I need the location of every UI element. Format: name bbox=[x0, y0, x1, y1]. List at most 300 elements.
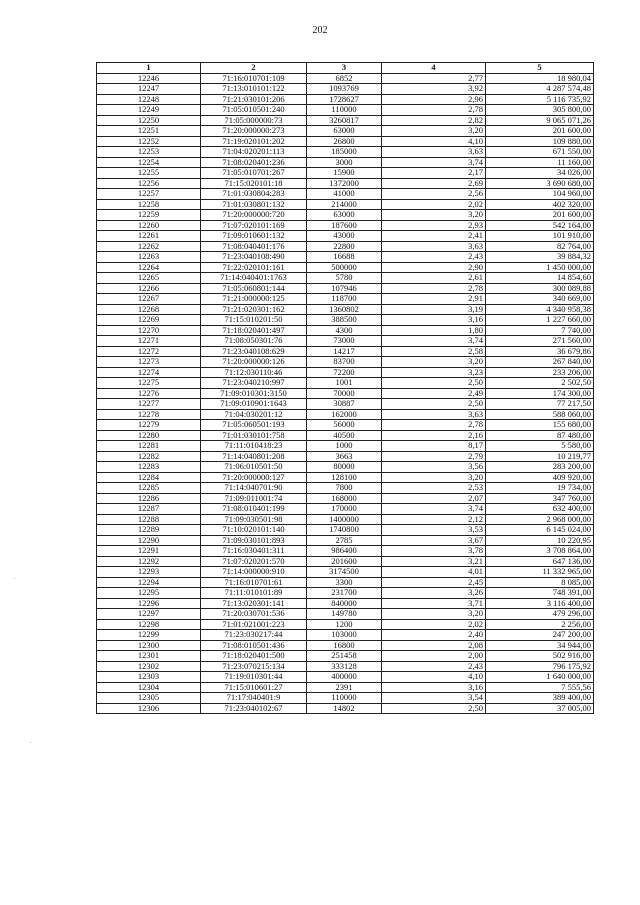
rate-cell: 3,20 bbox=[382, 357, 486, 368]
value-cell: 283 200,00 bbox=[486, 462, 594, 473]
row-number-cell: 12256 bbox=[97, 178, 201, 189]
area-cell: 840000 bbox=[307, 598, 382, 609]
table-row bbox=[97, 556, 594, 567]
area-cell: 5780 bbox=[307, 273, 382, 284]
cadastral-number-cell: 71:08:010401:199 bbox=[201, 504, 307, 515]
area-cell: 14802 bbox=[307, 703, 382, 714]
rate-cell: 2,02 bbox=[382, 619, 486, 630]
rate-cell: 2,78 bbox=[382, 105, 486, 116]
table-row bbox=[97, 409, 594, 420]
area-cell: 500000 bbox=[307, 262, 382, 273]
cadastral-number-cell: 71:21:020301:162 bbox=[201, 304, 307, 315]
table-row bbox=[97, 598, 594, 609]
row-number-cell: 12257 bbox=[97, 189, 201, 200]
cadastral-number-cell: 71:18:020401:500 bbox=[201, 651, 307, 662]
rate-cell: 2,69 bbox=[382, 178, 486, 189]
cadastral-number-cell: 71:08:050301:76 bbox=[201, 336, 307, 347]
column-header-5: 5 bbox=[486, 63, 594, 74]
row-number-cell: 12268 bbox=[97, 304, 201, 315]
cadastral-number-cell: 71:23:040108:490 bbox=[201, 252, 307, 263]
rate-cell: 2,79 bbox=[382, 451, 486, 462]
value-cell: 300 089,88 bbox=[486, 283, 594, 294]
cadastral-number-cell: 71:16:010701:61 bbox=[201, 577, 307, 588]
area-cell: 201600 bbox=[307, 556, 382, 567]
row-number-cell: 12296 bbox=[97, 598, 201, 609]
cadastral-number-cell: 71:09:030501:98 bbox=[201, 514, 307, 525]
rate-cell: 4,01 bbox=[382, 567, 486, 578]
cadastral-number-cell: 71:09:010901:1643 bbox=[201, 399, 307, 410]
row-number-cell: 12304 bbox=[97, 682, 201, 693]
area-cell: 187600 bbox=[307, 220, 382, 231]
row-number-cell: 12269 bbox=[97, 315, 201, 326]
cadastral-number-cell: 71:14:040701:90 bbox=[201, 483, 307, 494]
table-row bbox=[97, 504, 594, 515]
area-cell: 388500 bbox=[307, 315, 382, 326]
table-row bbox=[97, 619, 594, 630]
table-row bbox=[97, 262, 594, 273]
rate-cell: 2,43 bbox=[382, 252, 486, 263]
table-row bbox=[97, 94, 594, 105]
rate-cell: 2,49 bbox=[382, 388, 486, 399]
cadastral-number-cell: 71:23:040108:629 bbox=[201, 346, 307, 357]
cadastral-number-cell: 71:14:000000:910 bbox=[201, 567, 307, 578]
cadastral-number-cell: 71:01:030101:758 bbox=[201, 430, 307, 441]
rate-cell: 3,23 bbox=[382, 367, 486, 378]
scan-speck bbox=[14, 578, 15, 579]
row-number-cell: 12289 bbox=[97, 525, 201, 536]
row-number-cell: 12284 bbox=[97, 472, 201, 483]
row-number-cell: 12278 bbox=[97, 409, 201, 420]
row-number-cell: 12294 bbox=[97, 577, 201, 588]
table-row bbox=[97, 693, 594, 704]
table-row bbox=[97, 640, 594, 651]
cadastral-number-cell: 71:07:020201:570 bbox=[201, 556, 307, 567]
rate-cell: 2,61 bbox=[382, 273, 486, 284]
rate-cell: 2,08 bbox=[382, 640, 486, 651]
table-row bbox=[97, 430, 594, 441]
rate-cell: 3,20 bbox=[382, 472, 486, 483]
rate-cell: 2,12 bbox=[382, 514, 486, 525]
value-cell: 101 910,00 bbox=[486, 231, 594, 242]
row-number-cell: 12260 bbox=[97, 220, 201, 231]
row-number-cell: 12259 bbox=[97, 210, 201, 221]
value-cell: 588 060,00 bbox=[486, 409, 594, 420]
table-row bbox=[97, 189, 594, 200]
cadastral-number-cell: 71:15:010601:27 bbox=[201, 682, 307, 693]
area-cell: 72200 bbox=[307, 367, 382, 378]
rate-cell: 3,20 bbox=[382, 609, 486, 620]
rate-cell: 2,07 bbox=[382, 493, 486, 504]
row-number-cell: 12295 bbox=[97, 588, 201, 599]
table-row bbox=[97, 514, 594, 525]
rate-cell: 2,43 bbox=[382, 661, 486, 672]
rate-cell: 2,96 bbox=[382, 94, 486, 105]
rate-cell: 2,45 bbox=[382, 577, 486, 588]
value-cell: 14 854,60 bbox=[486, 273, 594, 284]
value-cell: 542 164,00 bbox=[486, 220, 594, 231]
table-row bbox=[97, 126, 594, 137]
cadastral-number-cell: 71:05:000000:73 bbox=[201, 115, 307, 126]
rate-cell: 3,20 bbox=[382, 210, 486, 221]
table-row bbox=[97, 210, 594, 221]
cadastral-number-cell: 71:04:020201:113 bbox=[201, 147, 307, 158]
table-row bbox=[97, 325, 594, 336]
area-cell: 170000 bbox=[307, 504, 382, 515]
rate-cell: 3,21 bbox=[382, 556, 486, 567]
row-number-cell: 12271 bbox=[97, 336, 201, 347]
row-number-cell: 12276 bbox=[97, 388, 201, 399]
cadastral-number-cell: 71:04:030201:12 bbox=[201, 409, 307, 420]
area-cell: 80000 bbox=[307, 462, 382, 473]
header-row bbox=[97, 63, 594, 74]
table-row bbox=[97, 136, 594, 147]
page-number: 202 bbox=[312, 25, 328, 36]
rate-cell: 3,67 bbox=[382, 535, 486, 546]
table-row bbox=[97, 357, 594, 368]
cadastral-number-cell: 71:05:060501:193 bbox=[201, 420, 307, 431]
value-cell: 479 296,00 bbox=[486, 609, 594, 620]
cadastral-number-cell: 71:08:040401:176 bbox=[201, 241, 307, 252]
value-cell: 8 085,00 bbox=[486, 577, 594, 588]
rate-cell: 3,26 bbox=[382, 588, 486, 599]
value-cell: 36 679,86 bbox=[486, 346, 594, 357]
value-cell: 7 740,00 bbox=[486, 325, 594, 336]
value-cell: 305 800,00 bbox=[486, 105, 594, 116]
value-cell: 267 840,00 bbox=[486, 357, 594, 368]
cadastral-number-cell: 71:09:010301:3150 bbox=[201, 388, 307, 399]
cadastral-number-cell: 71:15:010201:50 bbox=[201, 315, 307, 326]
cadastral-number-cell: 71:01:030801:132 bbox=[201, 199, 307, 210]
rate-cell: 3,63 bbox=[382, 409, 486, 420]
cadastral-number-cell: 71:20:000000:126 bbox=[201, 357, 307, 368]
column-header-4: 4 bbox=[382, 63, 486, 74]
scan-speck bbox=[30, 742, 31, 743]
value-cell: 796 175,92 bbox=[486, 661, 594, 672]
cadastral-number-cell: 71:09:010601:132 bbox=[201, 231, 307, 242]
rate-cell: 3,16 bbox=[382, 315, 486, 326]
value-cell: 18 980,04 bbox=[486, 73, 594, 84]
area-cell: 1360802 bbox=[307, 304, 382, 315]
value-cell: 201 600,00 bbox=[486, 126, 594, 137]
area-cell: 63000 bbox=[307, 210, 382, 221]
cadastral-number-cell: 71:07:020101:169 bbox=[201, 220, 307, 231]
area-cell: 14217 bbox=[307, 346, 382, 357]
area-cell: 128100 bbox=[307, 472, 382, 483]
row-number-cell: 12301 bbox=[97, 651, 201, 662]
column-header-1: 1 bbox=[97, 63, 201, 74]
rate-cell: 2,82 bbox=[382, 115, 486, 126]
rate-cell: 2,58 bbox=[382, 346, 486, 357]
row-number-cell: 12275 bbox=[97, 378, 201, 389]
value-cell: 632 400,00 bbox=[486, 504, 594, 515]
rate-cell: 3,16 bbox=[382, 682, 486, 693]
row-number-cell: 12246 bbox=[97, 73, 201, 84]
cadastral-number-cell: 71:12:030110:46 bbox=[201, 367, 307, 378]
table-row bbox=[97, 630, 594, 641]
table-body bbox=[97, 73, 594, 714]
value-cell: 34 944,00 bbox=[486, 640, 594, 651]
row-number-cell: 12273 bbox=[97, 357, 201, 368]
value-cell: 2 502,50 bbox=[486, 378, 594, 389]
row-number-cell: 12261 bbox=[97, 231, 201, 242]
row-number-cell: 12277 bbox=[97, 399, 201, 410]
rate-cell: 2,56 bbox=[382, 189, 486, 200]
row-number-cell: 12254 bbox=[97, 157, 201, 168]
row-number-cell: 12249 bbox=[97, 105, 201, 116]
row-number-cell: 12302 bbox=[97, 661, 201, 672]
table-row bbox=[97, 525, 594, 536]
table-row bbox=[97, 304, 594, 315]
table-row bbox=[97, 73, 594, 84]
cadastral-number-cell: 71:16:030401:311 bbox=[201, 546, 307, 557]
table-row bbox=[97, 588, 594, 599]
area-cell: 63000 bbox=[307, 126, 382, 137]
value-cell: 233 206,00 bbox=[486, 367, 594, 378]
table-row bbox=[97, 336, 594, 347]
cadastral-number-cell: 71:20:000000:273 bbox=[201, 126, 307, 137]
area-cell: 3663 bbox=[307, 451, 382, 462]
value-cell: 389 400,00 bbox=[486, 693, 594, 704]
rate-cell: 2,40 bbox=[382, 630, 486, 641]
cadastral-number-cell: 71:01:021001:223 bbox=[201, 619, 307, 630]
table-row bbox=[97, 535, 594, 546]
row-number-cell: 12274 bbox=[97, 367, 201, 378]
cadastral-number-cell: 71:23:030217:44 bbox=[201, 630, 307, 641]
value-cell: 82 764,00 bbox=[486, 241, 594, 252]
cadastral-number-cell: 71:13:010101:122 bbox=[201, 84, 307, 95]
rate-cell: 3,74 bbox=[382, 157, 486, 168]
value-cell: 671 550,00 bbox=[486, 147, 594, 158]
value-cell: 104 960,00 bbox=[486, 189, 594, 200]
value-cell: 748 391,00 bbox=[486, 588, 594, 599]
rate-cell: 2,90 bbox=[382, 262, 486, 273]
area-cell: 41000 bbox=[307, 189, 382, 200]
value-cell: 1 640 000,00 bbox=[486, 672, 594, 683]
rate-cell: 2,78 bbox=[382, 283, 486, 294]
row-number-cell: 12248 bbox=[97, 94, 201, 105]
value-cell: 409 920,00 bbox=[486, 472, 594, 483]
area-cell: 103000 bbox=[307, 630, 382, 641]
row-number-cell: 12252 bbox=[97, 136, 201, 147]
area-cell: 16800 bbox=[307, 640, 382, 651]
value-cell: 5 580,00 bbox=[486, 441, 594, 452]
value-cell: 2 968 000,00 bbox=[486, 514, 594, 525]
cadastral-number-cell: 71:08:010501:436 bbox=[201, 640, 307, 651]
cadastral-number-cell: 71:17:040401:9 bbox=[201, 693, 307, 704]
rate-cell: 3,54 bbox=[382, 693, 486, 704]
area-cell: 1740800 bbox=[307, 525, 382, 536]
rate-cell: 3,78 bbox=[382, 546, 486, 557]
row-number-cell: 12298 bbox=[97, 619, 201, 630]
row-number-cell: 12306 bbox=[97, 703, 201, 714]
table-row bbox=[97, 294, 594, 305]
area-cell: 118700 bbox=[307, 294, 382, 305]
table-row bbox=[97, 220, 594, 231]
row-number-cell: 12283 bbox=[97, 462, 201, 473]
value-cell: 5 116 735,92 bbox=[486, 94, 594, 105]
area-cell: 15900 bbox=[307, 168, 382, 179]
table-row bbox=[97, 231, 594, 242]
table-row bbox=[97, 283, 594, 294]
row-number-cell: 12290 bbox=[97, 535, 201, 546]
rate-cell: 2,78 bbox=[382, 420, 486, 431]
area-cell: 7800 bbox=[307, 483, 382, 494]
value-cell: 109 880,00 bbox=[486, 136, 594, 147]
cadastral-number-cell: 71:22:020101:161 bbox=[201, 262, 307, 273]
rate-cell: 1,80 bbox=[382, 325, 486, 336]
cadastral-number-cell: 71:20:000000:720 bbox=[201, 210, 307, 221]
value-cell: 4 287 574,48 bbox=[486, 84, 594, 95]
area-cell: 107946 bbox=[307, 283, 382, 294]
table-row bbox=[97, 493, 594, 504]
rate-cell: 3,74 bbox=[382, 504, 486, 515]
table-row bbox=[97, 483, 594, 494]
value-cell: 201 600,00 bbox=[486, 210, 594, 221]
rate-cell: 2,93 bbox=[382, 220, 486, 231]
rate-cell: 2,91 bbox=[382, 294, 486, 305]
area-cell: 56000 bbox=[307, 420, 382, 431]
value-cell: 39 884,32 bbox=[486, 252, 594, 263]
row-number-cell: 12303 bbox=[97, 672, 201, 683]
row-number-cell: 12288 bbox=[97, 514, 201, 525]
cadastral-number-cell: 71:21:030101:206 bbox=[201, 94, 307, 105]
rate-cell: 3,63 bbox=[382, 241, 486, 252]
table-row bbox=[97, 115, 594, 126]
value-cell: 9 065 071,26 bbox=[486, 115, 594, 126]
row-number-cell: 12250 bbox=[97, 115, 201, 126]
value-cell: 77 217,50 bbox=[486, 399, 594, 410]
value-cell: 37 005,00 bbox=[486, 703, 594, 714]
value-cell: 647 136,00 bbox=[486, 556, 594, 567]
value-cell: 6 145 024,00 bbox=[486, 525, 594, 536]
table-row bbox=[97, 378, 594, 389]
area-cell: 1093769 bbox=[307, 84, 382, 95]
area-cell: 4300 bbox=[307, 325, 382, 336]
row-number-cell: 12305 bbox=[97, 693, 201, 704]
area-cell: 26800 bbox=[307, 136, 382, 147]
table-header bbox=[97, 63, 594, 74]
row-number-cell: 12279 bbox=[97, 420, 201, 431]
area-cell: 168000 bbox=[307, 493, 382, 504]
area-cell: 1200 bbox=[307, 619, 382, 630]
area-cell: 22800 bbox=[307, 241, 382, 252]
table-row bbox=[97, 609, 594, 620]
table-row bbox=[97, 346, 594, 357]
table-row bbox=[97, 672, 594, 683]
rate-cell: 2,02 bbox=[382, 199, 486, 210]
cadastral-number-cell: 71:23:040210:997 bbox=[201, 378, 307, 389]
cadastral-number-cell: 71:19:010301:44 bbox=[201, 672, 307, 683]
table-row bbox=[97, 462, 594, 473]
area-cell: 1000 bbox=[307, 441, 382, 452]
table-row bbox=[97, 315, 594, 326]
cadastral-number-cell: 71:05:060801:144 bbox=[201, 283, 307, 294]
area-cell: 162000 bbox=[307, 409, 382, 420]
area-cell: 333128 bbox=[307, 661, 382, 672]
cadastral-number-cell: 71:16:010701:109 bbox=[201, 73, 307, 84]
table-row bbox=[97, 451, 594, 462]
area-cell: 3260817 bbox=[307, 115, 382, 126]
cadastral-number-cell: 71:09:030101:893 bbox=[201, 535, 307, 546]
row-number-cell: 12300 bbox=[97, 640, 201, 651]
cadastral-number-cell: 71:06:010501:50 bbox=[201, 462, 307, 473]
table-row bbox=[97, 241, 594, 252]
value-cell: 4 340 958,38 bbox=[486, 304, 594, 315]
value-cell: 34 026,00 bbox=[486, 168, 594, 179]
area-cell: 3300 bbox=[307, 577, 382, 588]
table-row bbox=[97, 168, 594, 179]
area-cell: 1001 bbox=[307, 378, 382, 389]
rate-cell: 2,00 bbox=[382, 651, 486, 662]
row-number-cell: 12297 bbox=[97, 609, 201, 620]
rate-cell: 3,63 bbox=[382, 147, 486, 158]
row-number-cell: 12251 bbox=[97, 126, 201, 137]
value-cell: 19 734,00 bbox=[486, 483, 594, 494]
table-row bbox=[97, 661, 594, 672]
table-row bbox=[97, 546, 594, 557]
rate-cell: 3,20 bbox=[382, 126, 486, 137]
rate-cell: 3,92 bbox=[382, 84, 486, 95]
row-number-cell: 12265 bbox=[97, 273, 201, 284]
value-cell: 502 916,00 bbox=[486, 651, 594, 662]
rate-cell: 2,50 bbox=[382, 399, 486, 410]
cadastral-number-cell: 71:19:020101:202 bbox=[201, 136, 307, 147]
area-cell: 3000 bbox=[307, 157, 382, 168]
value-cell: 11 160,00 bbox=[486, 157, 594, 168]
rate-cell: 3,56 bbox=[382, 462, 486, 473]
rate-cell: 2,17 bbox=[382, 168, 486, 179]
cadastral-number-cell: 71:15:020101:18 bbox=[201, 178, 307, 189]
cadastral-number-cell: 71:05:010501:240 bbox=[201, 105, 307, 116]
area-cell: 149780 bbox=[307, 609, 382, 620]
cadastral-value-table bbox=[96, 62, 594, 714]
row-number-cell: 12266 bbox=[97, 283, 201, 294]
cadastral-number-cell: 71:10:020101:140 bbox=[201, 525, 307, 536]
table-row bbox=[97, 567, 594, 578]
area-cell: 231700 bbox=[307, 588, 382, 599]
row-number-cell: 12263 bbox=[97, 252, 201, 263]
rate-cell: 4,10 bbox=[382, 672, 486, 683]
area-cell: 1372000 bbox=[307, 178, 382, 189]
rate-cell: 2,50 bbox=[382, 703, 486, 714]
value-cell: 2 256,00 bbox=[486, 619, 594, 630]
table-row bbox=[97, 147, 594, 158]
column-header-2: 2 bbox=[201, 63, 307, 74]
table-row bbox=[97, 420, 594, 431]
rate-cell: 4,10 bbox=[382, 136, 486, 147]
row-number-cell: 12291 bbox=[97, 546, 201, 557]
value-cell: 10 219,77 bbox=[486, 451, 594, 462]
cadastral-number-cell: 71:21:000000:125 bbox=[201, 294, 307, 305]
table-row bbox=[97, 682, 594, 693]
row-number-cell: 12282 bbox=[97, 451, 201, 462]
cadastral-number-cell: 71:14:040801:208 bbox=[201, 451, 307, 462]
value-cell: 3 116 400,00 bbox=[486, 598, 594, 609]
area-cell: 43000 bbox=[307, 231, 382, 242]
rate-cell: 3,71 bbox=[382, 598, 486, 609]
area-cell: 1728627 bbox=[307, 94, 382, 105]
value-cell: 87 480,00 bbox=[486, 430, 594, 441]
value-cell: 1 227 660,00 bbox=[486, 315, 594, 326]
table-row bbox=[97, 105, 594, 116]
row-number-cell: 12262 bbox=[97, 241, 201, 252]
table-row bbox=[97, 651, 594, 662]
table-row bbox=[97, 472, 594, 483]
table-row bbox=[97, 252, 594, 263]
cadastral-number-cell: 71:18:020401:497 bbox=[201, 325, 307, 336]
table-row bbox=[97, 178, 594, 189]
rate-cell: 2,53 bbox=[382, 483, 486, 494]
